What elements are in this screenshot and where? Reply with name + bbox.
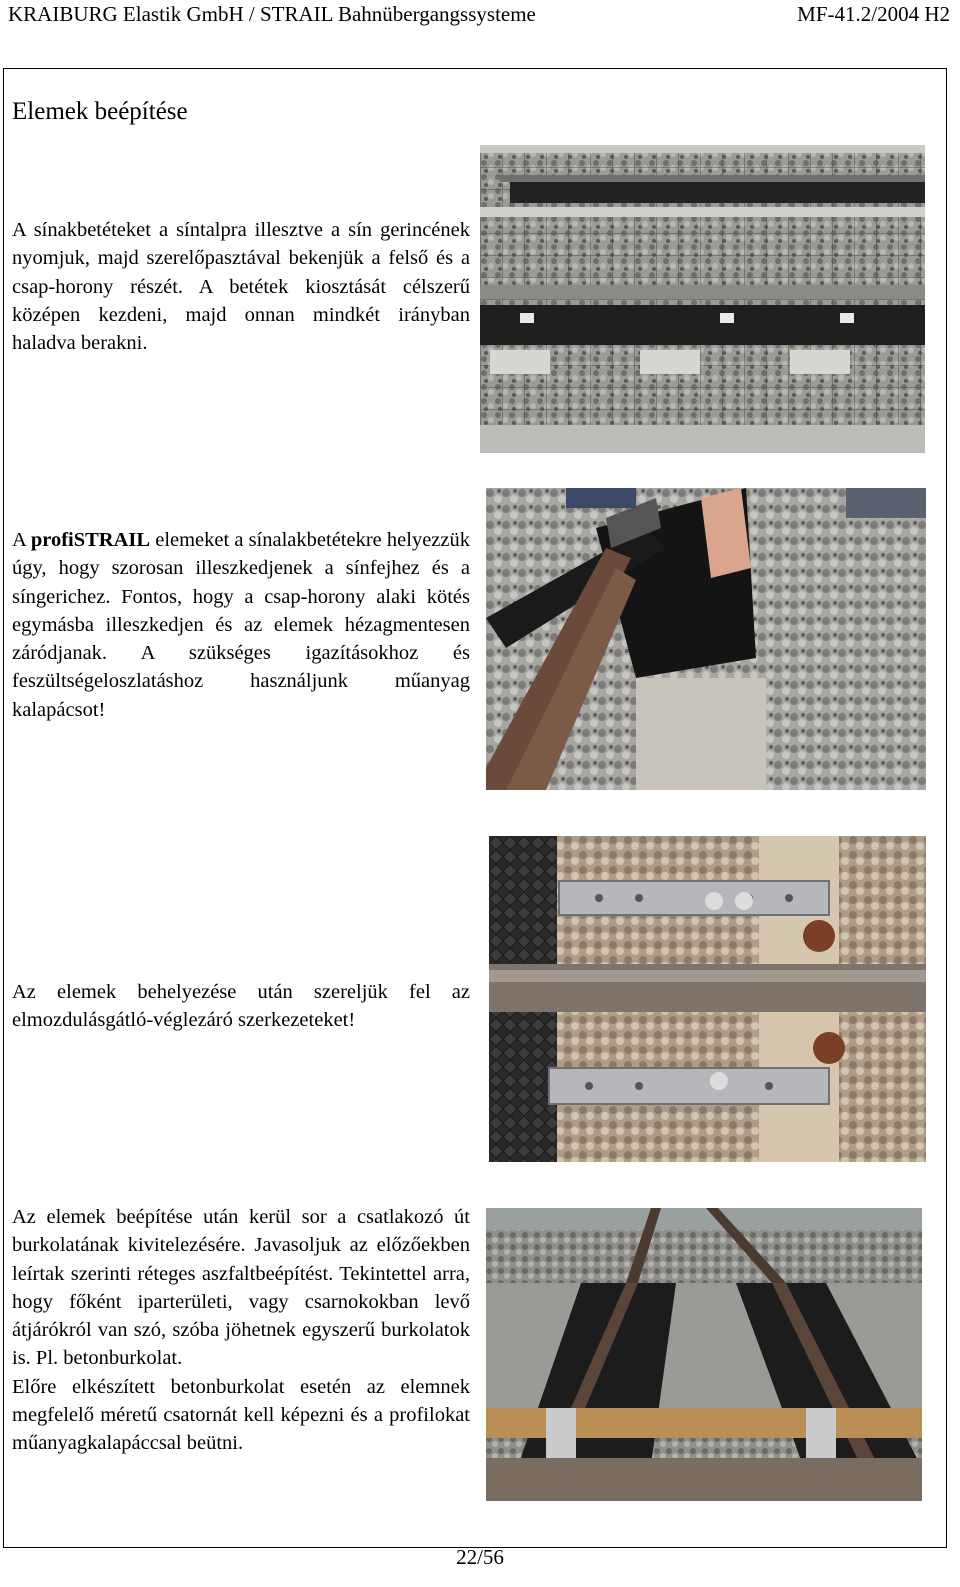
section-2-paragraph (12, 526, 470, 724)
section-2-body: elemeket a sínalakbetétekre helyezzük úgy, hogy szorosan illeszkedjenek a sínfejhez és a síngerichez. Fontos, hogy a csap-horony alaki kötés egymásba illeszkedjen és az elemek hézagmentesen záródjanak. A szükséges igazításokhoz és feszültségeloszlatáshoz használjunk műanyag kalapácsot! (12, 529, 470, 721)
product-name-profistrail: profiSTRAIL (30, 529, 151, 551)
photo-placing-elements (486, 488, 926, 790)
section-4-text (12, 1203, 470, 1458)
section-1-text (12, 216, 470, 357)
section-4-paragraph-1: Az elemek beépítése után kerül sor a csatlakozó út burkolatának kivitelezésére. Javasoljuk az előzőekben leírtak szerinti réteges aszfaltbeépítést. Tekintettel arra, hogy főként iparterületi, vagy csarnokokban levő átjárókról van szó, szóba jöhetnek egyszerű burkolatok is. Pl. betonburkolat. (12, 1206, 470, 1370)
photo-concrete-surface (486, 1208, 922, 1501)
section-1-paragraph: A sínakbetéteket a síntalpra illesztve a sín gerincének nyomjuk, majd szerelőpasztával bekenjük a felső és a csap-horony részét. A betétek kiosztását célszerű középen kezdeni, majd onnan mindkét irányban haladva berakni. (12, 219, 470, 355)
header-doc-code: MF-41.2/2004 H2 (797, 2, 950, 26)
page-header (0, 0, 960, 30)
section-2-text (12, 526, 470, 724)
photo-end-fixings (489, 836, 926, 1162)
section-3-text (12, 978, 470, 1035)
section-4-paragraph-2: Előre elkészített betonburkolat esetén az elemnek megfelelő méretű csatornát kell képezni és a profilokat műanyagkalapáccsal beütni. (12, 1375, 470, 1455)
page-title: Elemek beépítése (12, 98, 188, 125)
header-company: KRAIBURG Elastik GmbH / STRAIL Bahnübergangssysteme (8, 2, 536, 26)
section-3-paragraph: Az elemek behelyezése után szereljük fel az elmozdulásgátló-véglezáró szerkezeteket! (12, 981, 470, 1032)
section-2-lead: A (12, 529, 31, 551)
page-number: 22/56 (456, 1545, 504, 1569)
photo-rail-inserts (480, 145, 925, 453)
